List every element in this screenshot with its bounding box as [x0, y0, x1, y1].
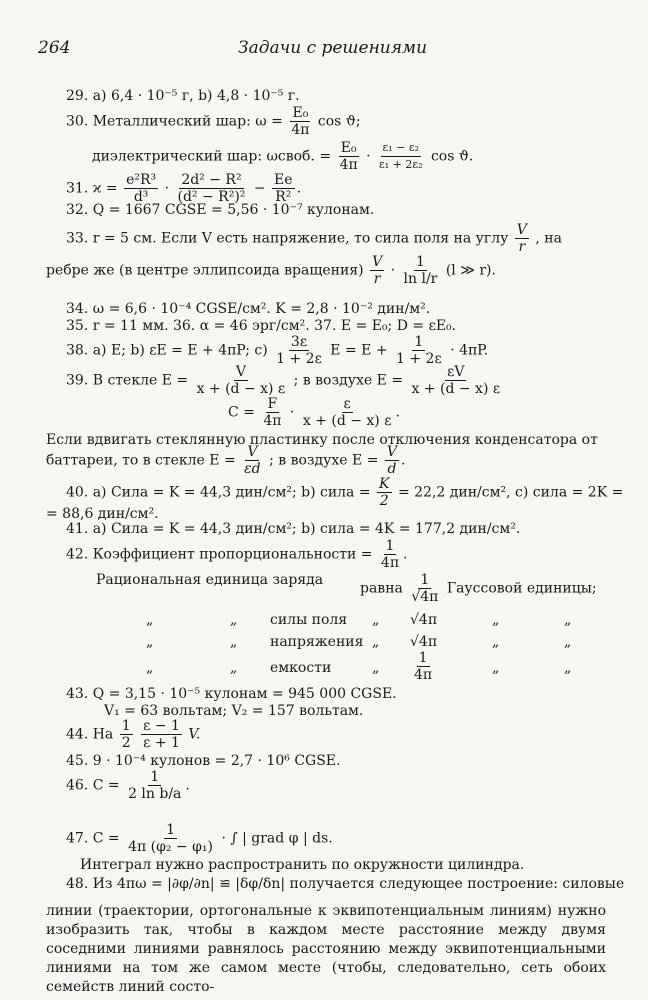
- answer-38-mid: E = E +: [330, 342, 388, 359]
- fraction: $\frac{\varepsilon}{x + (d - x) \varepsilon}$: [302, 396, 392, 429]
- ditto-mark: „: [146, 612, 154, 628]
- fraction: $\frac{\text{2d² − R²}}{\text{(d² − R²)²}}$: [177, 172, 246, 205]
- units-row-capacity-value: [410, 650, 436, 683]
- fraction: $\frac{3\varepsilon}{1 + 2\varepsilon}$: [276, 334, 322, 367]
- units-row1-label: Рациональная единица заряда: [96, 572, 324, 588]
- answer-40-lead: 40. a) Сила = K = 44,3 дин/см²; b) сила =: [66, 484, 371, 501]
- answer-34: 34. ω = 6,6 · 10⁻⁴ CGSE/см². K = 2,8 · 10⁻² дин/м².: [66, 301, 431, 317]
- answer-48-derivative: |∂φ/∂n|: [167, 876, 215, 892]
- ditto-mark: „: [492, 612, 500, 628]
- ditto-mark: „: [372, 612, 380, 628]
- units-row-field: силы поля: [270, 612, 348, 628]
- answer-39-lead: 39. В стекле E =: [66, 372, 189, 389]
- answer-30-lead: 30. Металлический шар: ω =: [66, 113, 283, 130]
- answer-40-line2: = 88,6 дин/см².: [46, 506, 159, 522]
- answer-47-tail: · ∫ | grad φ | ds.: [221, 830, 333, 847]
- fraction: $\frac{1}{1 + 2\varepsilon}$: [396, 334, 442, 367]
- units-row-charge: [96, 572, 323, 588]
- answer-47-note: Интеграл нужно распространить по окружности цилиндра.: [80, 857, 525, 873]
- fraction: $\frac{1}{4\pi}$: [414, 650, 433, 683]
- answer-48-lead-line: [66, 876, 624, 892]
- answer-31-lead: 31. ϰ =: [66, 180, 118, 197]
- fraction: $\frac{1}{√4\pi}$: [411, 572, 439, 605]
- answer-39-capacity: C = $\frac{F}{4\pi}$ · $\frac{\varepsilon}{x + (d - x) \varepsilon}$ .: [228, 396, 400, 429]
- ditto-mark: „: [564, 612, 572, 628]
- fraction: $\frac{\text{ε₁ − ε₂}}{\text{ε₁ + 2ε₂}}$: [379, 141, 423, 171]
- answer-33-line2: ребре же (в центре эллипсоида вращения) $\frac{V}{r}$ · $\frac{1}{\text{ln l/r}}$ (l ≫ r).: [46, 254, 496, 287]
- units-row-voltage-value: √4π: [410, 634, 438, 650]
- answer-47: [66, 822, 333, 855]
- fraction: $\frac{\text{e²R³}}{\text{d³}}$: [126, 172, 157, 205]
- answer-39b-lead: C =: [228, 404, 255, 421]
- ditto-mark: „: [372, 660, 380, 676]
- answer-32: 32. Q = 1667 CGSE = 5,56 · 10⁻⁷ кулонам.: [66, 202, 375, 218]
- ditto-mark: „: [372, 634, 380, 650]
- fraction: $\frac{1}{2}$: [121, 718, 131, 751]
- fraction: $\frac{V}{d}$: [386, 444, 398, 477]
- answer-48-lead: 48. Из 4πω =: [66, 876, 163, 892]
- answer-43-line1: 43. Q = 3,15 · 10⁻⁵ кулонам = 945 000 CGSE.: [66, 686, 397, 702]
- fraction: $\frac{1}{\text{ln l/r}}$: [403, 254, 438, 287]
- answer-44: [66, 718, 200, 751]
- answer-33b-lead: ребре же (в центре эллипсоида вращения): [46, 262, 364, 279]
- ditto-mark: „: [492, 634, 500, 650]
- answer-30b-tail: cos ϑ.: [430, 148, 474, 165]
- ditto-mark: „: [146, 660, 154, 676]
- fraction: $\frac{\text{E₀}}{4\pi}$: [291, 105, 310, 138]
- ditto-mark: „: [564, 660, 572, 676]
- answer-33-tail: , на: [535, 230, 562, 247]
- fraction: $\frac{\varepsilon V}{x + (d - x) \varepsilon}$: [411, 364, 501, 397]
- fraction: $\frac{K}{2}$: [379, 476, 390, 509]
- fraction: $\frac{1}{\text{4π (φ₂ − φ₁)}}$: [128, 822, 214, 855]
- answer-48-paragraph: линии (траектории, ортогональные к эквипотенциальным линиям) нужно изобразить так, чтобы в каждом месте расстояние между двумя соседними линиями равнялось расстоянию между эквипотенциальными линиями на том же самом месте (чтобы, следовательно, сеть обоих семейств линий состо-: [46, 903, 606, 995]
- answer-33-line1: [66, 222, 562, 255]
- answer-38-tail: · 4πP.: [450, 342, 489, 359]
- units-row-capacity: емкости: [270, 660, 332, 676]
- answer-43-line2: V₁ = 63 вольтам; V₂ = 157 вольтам.: [104, 703, 364, 719]
- answer-39d-lead: баттареи, то в стекле E =: [46, 452, 236, 469]
- answer-44-lead: 44. На: [66, 726, 114, 743]
- answer-30-metal: [66, 105, 361, 138]
- answer-33b-tail: (l ≫ r).: [445, 262, 496, 279]
- fraction: $\frac{1}{4\pi}$: [380, 538, 400, 571]
- answer-42-lead: 42. Коэффициент пропорциональности =: [66, 546, 373, 563]
- answer-33-text: 33. r = 5 см. Если V есть напряжение, то сила поля на углу: [66, 230, 509, 247]
- answer-39-line1: [66, 364, 504, 397]
- answer-35-37: 35. r = 11 мм. 36. α = 46 эрг/см². 37. E = E₀; D = εE₀.: [66, 318, 457, 334]
- answer-38-lead: 38. a) E; b) εE = E + 4πP; c): [66, 342, 268, 359]
- units-row-field-value: √4π: [410, 612, 438, 628]
- fraction: $\frac{V}{r}$: [372, 254, 383, 287]
- answer-44-tail: V.: [188, 726, 201, 743]
- answer-30-dielectric: диэлектрический шар: ωсвоб. = $\frac{\text{E₀}}{4\pi}$ · $\frac{\text{ε₁ − ε₂}}{\text{ε₁ + 2ε₂}}$ cos ϑ.: [92, 140, 474, 173]
- answer-46: 46. C = $\frac{1}{\text{2 ln b/a}}$ .: [66, 769, 190, 802]
- fraction: $\frac{Ee}{\text{R²}}$: [274, 172, 293, 205]
- fraction: $\frac{\varepsilon - 1}{\varepsilon + 1}$: [143, 718, 180, 751]
- answer-47-lead: 47. C =: [66, 830, 120, 847]
- answer-48-difference: |δφ/δn|: [235, 876, 286, 892]
- ditto-mark: „: [564, 634, 572, 650]
- fraction: $\frac{\text{E₀}}{4\pi}$: [339, 140, 358, 173]
- answer-39d-mid: ; в воздухе E =: [269, 452, 379, 469]
- answer-39-line4: баттареи, то в стекле E = $\frac{V}{\varepsilon d}$ ; в воздухе E = $\frac{V}{d}$ .: [46, 444, 406, 477]
- answer-38: [66, 334, 488, 367]
- units-row-voltage: напряжения: [270, 634, 364, 650]
- units-row-charge-value: [360, 572, 597, 605]
- units-row1-tail: Гауссовой единицы;: [446, 580, 597, 597]
- fraction: $\frac{V}{x + (d - x) \varepsilon}$: [196, 364, 286, 397]
- answer-48-tail: получается следующее построение: силовые: [289, 876, 625, 892]
- fraction: $\frac{1}{\text{2 ln b/a}}$: [128, 769, 182, 802]
- answer-41: 41. a) Сила = K = 44,3 дин/см²; b) сила = 4K = 177,2 дин/см².: [66, 521, 521, 537]
- answer-30-tail: cos ϑ;: [317, 113, 361, 130]
- ditto-mark: „: [230, 612, 238, 628]
- fraction: $\frac{V}{r}$: [516, 222, 527, 255]
- answer-40-line1: [66, 476, 623, 509]
- answer-40-tail: = 22,2 дин/см², c) сила = 2K =: [397, 484, 624, 501]
- fraction: $\frac{F}{4\pi}$: [263, 396, 282, 429]
- ditto-mark: „: [146, 634, 154, 650]
- answer-39-text: Если вдвигать стеклянную пластинку после отключения конденсатора от: [46, 432, 598, 448]
- answer-46-lead: 46. C =: [66, 777, 120, 794]
- answer-30b-lead: диэлектрический шар: ωсвоб. =: [92, 148, 332, 165]
- answer-42: 42. Коэффициент пропорциональности = $\frac{1}{4\pi}$ .: [66, 538, 408, 571]
- answer-45: 45. 9 · 10⁻⁴ кулонов = 2,7 · 10⁶ CGSE.: [66, 753, 341, 769]
- fraction: $\frac{V}{\varepsilon d}$: [244, 444, 261, 477]
- answer-31: 31. ϰ = $\frac{\text{e²R³}}{\text{d³}}$ · $\frac{\text{2d² − R²}}{\text{(d² − R²)²}}$ − $\frac{Ee}{\text{R²}}$ .: [66, 172, 302, 205]
- answer-48-approx: ≌: [219, 876, 231, 892]
- page-title: Задачи с решениями: [238, 38, 428, 58]
- ditto-mark: „: [230, 660, 238, 676]
- units-equals: равна: [360, 580, 403, 597]
- answer-39-mid: ; в воздухе E =: [293, 372, 404, 389]
- ditto-mark: „: [492, 660, 500, 676]
- ditto-mark: „: [230, 634, 238, 650]
- answer-29: 29. a) 6,4 · 10⁻⁵ г, b) 4,8 · 10⁻⁵ г.: [66, 88, 300, 104]
- page-number: 264: [38, 38, 71, 58]
